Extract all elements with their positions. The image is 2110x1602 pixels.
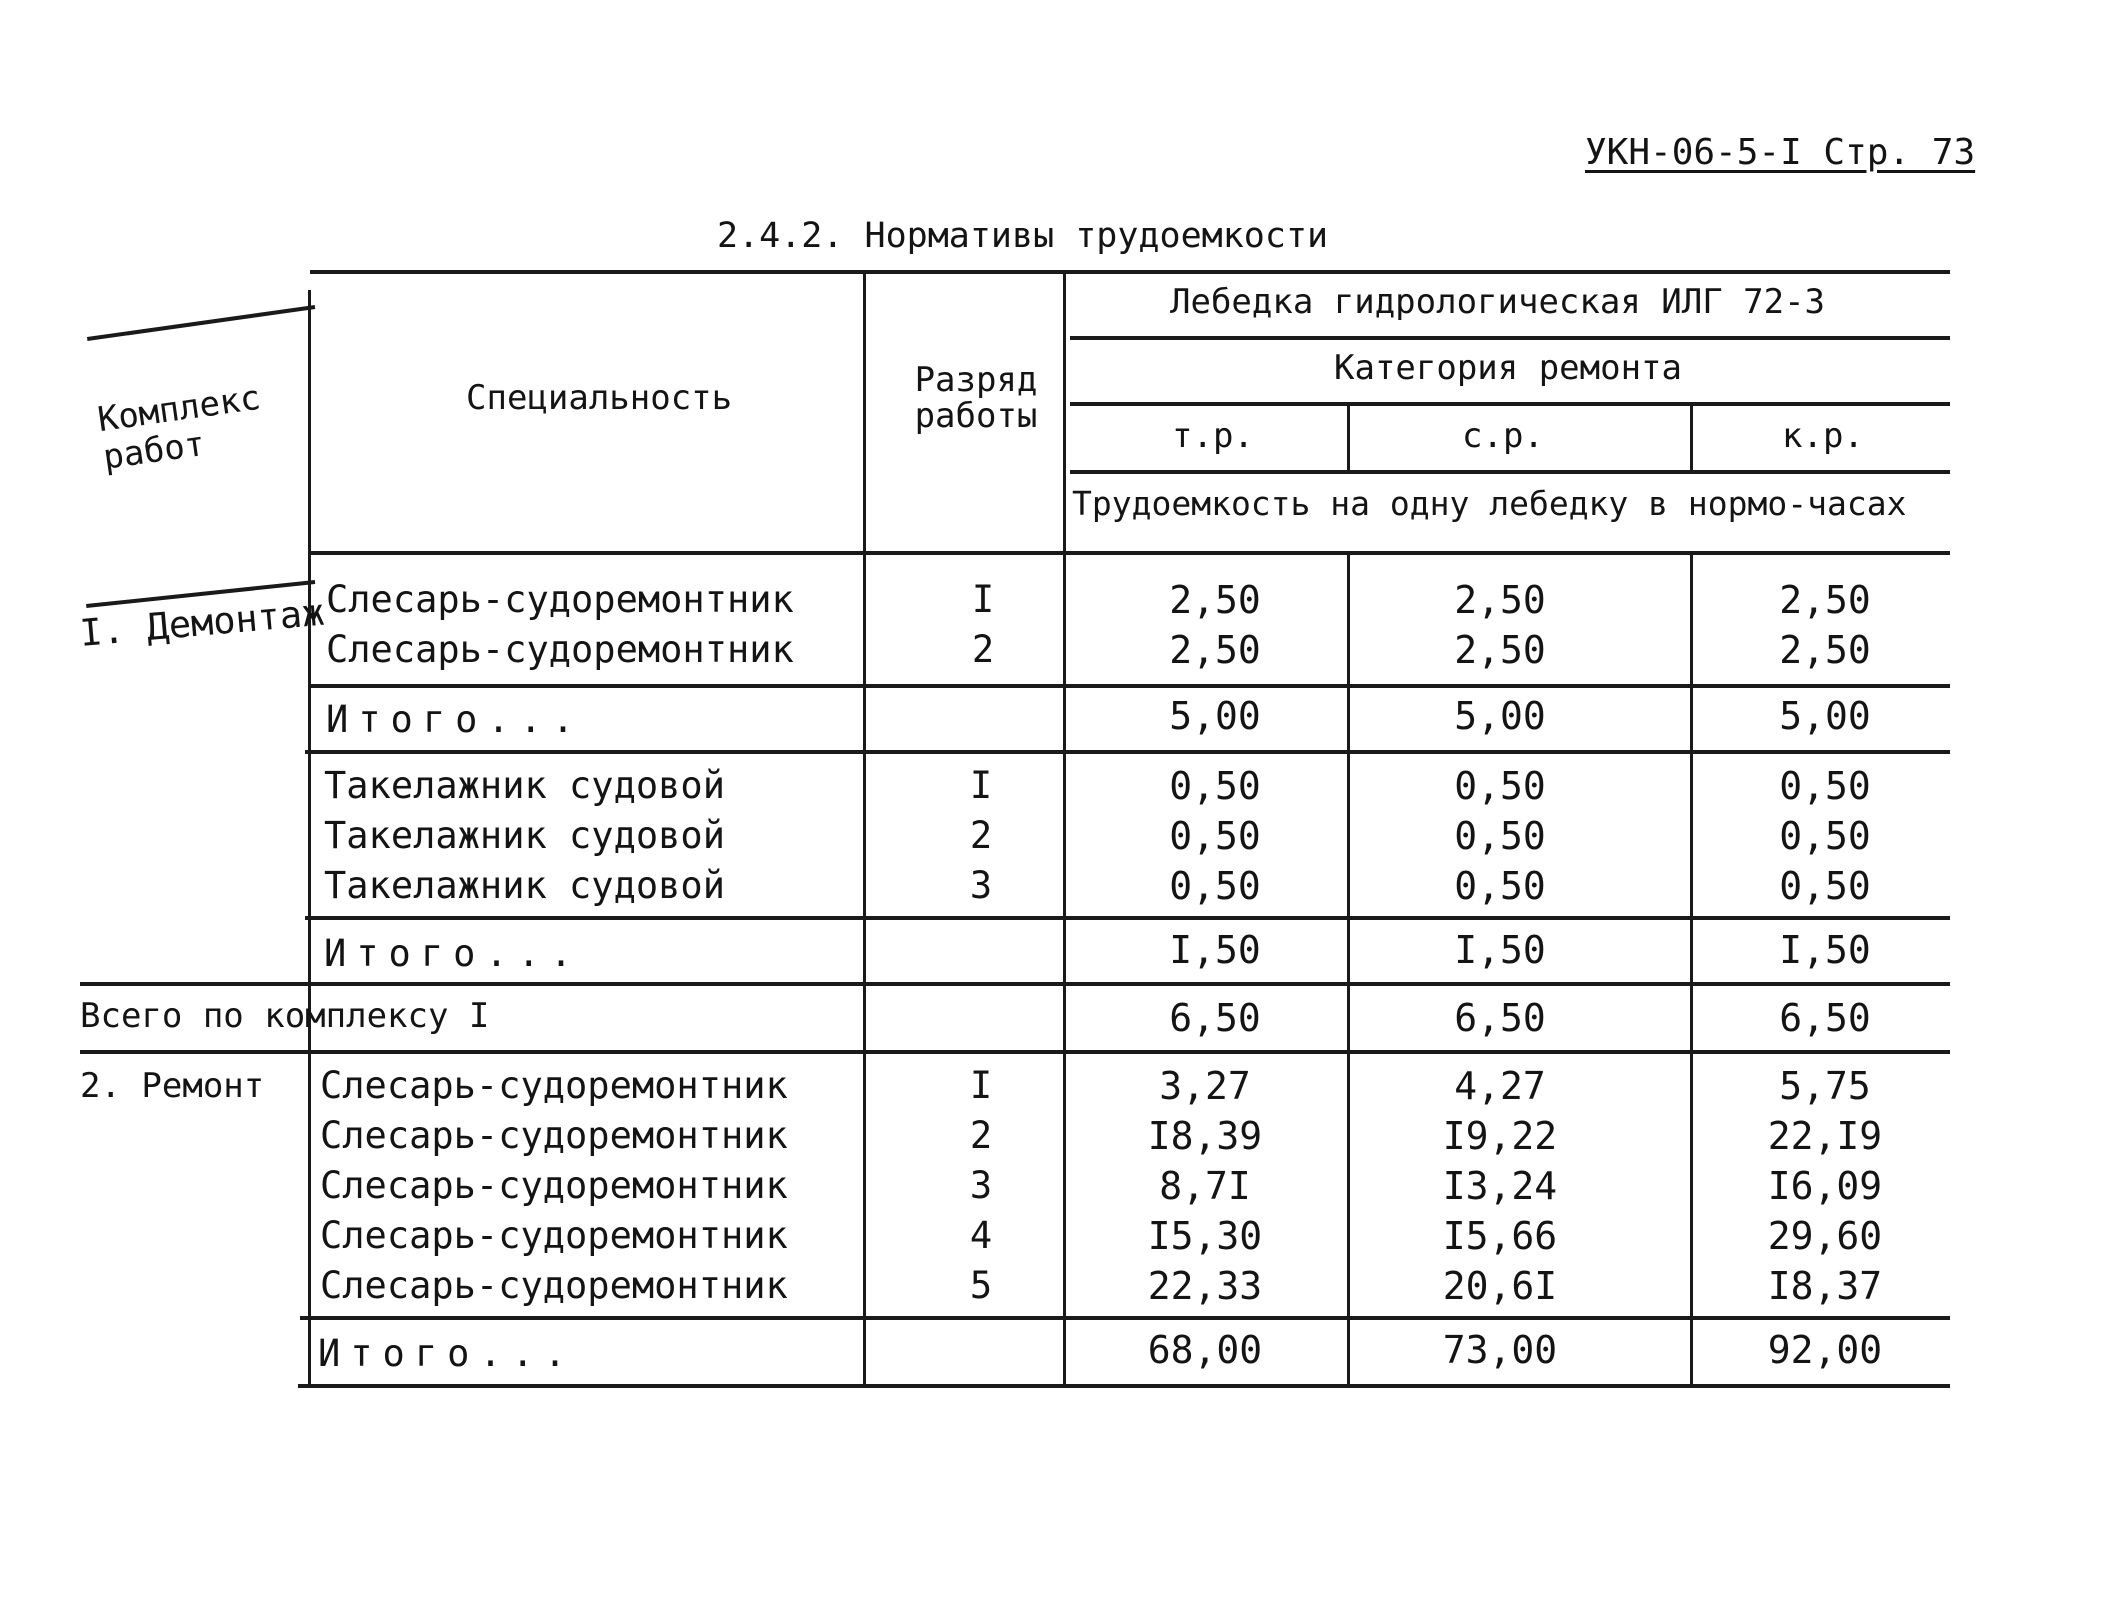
header-complex: Комплекс работ (95, 377, 264, 478)
value-tr: 2,50 (1169, 578, 1261, 622)
value-sr: I5,66 (1442, 1214, 1558, 1258)
vline-sr-right-body (1690, 551, 1693, 1386)
grade-cell: 2 (969, 1114, 993, 1157)
specialty-cell: Слесарь-судоремонтник (320, 1064, 788, 1107)
value-sr: 2,50 (1454, 578, 1546, 622)
specialty-cell: Слесарь-судоремонтник (320, 1214, 788, 1257)
value-sr: I3,24 (1442, 1164, 1558, 1208)
rule-after-subtotal2 (80, 982, 1950, 986)
value-sr: I9,22 (1442, 1114, 1558, 1158)
subtotal-kr: 92,00 (1767, 1328, 1883, 1372)
value-sr: 0,50 (1454, 864, 1546, 908)
section-title: 2.4.2. Нормативы трудоемкости (717, 216, 1329, 256)
grade-cell: I (969, 764, 993, 807)
header-rule-category (1070, 402, 1950, 406)
vline-complex-right (308, 290, 311, 1386)
section-total-label: Всего по комплексу I (80, 996, 490, 1036)
grade-cell: I (971, 578, 995, 621)
value-kr: 0,50 (1779, 864, 1871, 908)
header-rule-equipment (1070, 336, 1950, 340)
table-top-rule (310, 270, 1950, 274)
subtotal-kr: I,50 (1779, 928, 1871, 972)
subtotal-sr: 73,00 (1442, 1328, 1558, 1372)
value-kr: 22,I9 (1767, 1114, 1883, 1158)
value-kr: 5,75 (1779, 1064, 1871, 1108)
vline-grade-right (1063, 270, 1066, 1386)
value-sr: 0,50 (1454, 764, 1546, 808)
specialty-cell: Такелажник судовой (324, 764, 725, 807)
total-sr: 6,50 (1454, 996, 1546, 1040)
vline-sr-right (1690, 402, 1693, 470)
subtotal-tr: 68,00 (1147, 1328, 1263, 1372)
subtotal-label: Итого... (318, 1332, 577, 1375)
vline-tr-right-body (1347, 551, 1350, 1386)
rule-after-group3 (300, 1316, 1950, 1320)
specialty-cell: Слесарь-судоремонтник (326, 628, 794, 671)
value-tr: 0,50 (1169, 814, 1261, 858)
grade-cell: 4 (969, 1214, 993, 1257)
specialty-cell: Слесарь-судоремонтник (326, 578, 794, 621)
rule-after-subtotal1 (305, 750, 1950, 754)
grade-cell: I (969, 1064, 993, 1107)
rule-after-total1 (80, 1050, 1950, 1054)
value-tr: 0,50 (1169, 864, 1261, 908)
header-equipment: Лебедка гидрологическая ИЛГ 72-3 (1170, 282, 1826, 322)
value-sr: 0,50 (1454, 814, 1546, 858)
value-kr: 29,60 (1767, 1214, 1883, 1258)
rule-after-group1 (310, 684, 1950, 688)
value-sr: 20,6I (1442, 1264, 1558, 1308)
subtotal-label: Итого... (324, 932, 583, 975)
subtotal-kr: 5,00 (1779, 694, 1871, 738)
value-tr: 2,50 (1169, 628, 1261, 672)
value-tr: 22,33 (1147, 1264, 1263, 1308)
header-rule-subcat (1070, 470, 1950, 474)
grade-cell: 3 (969, 864, 993, 907)
header-specialty: Специальность (466, 378, 733, 418)
complex-label: I. Демонтаж (78, 590, 326, 655)
value-kr: I8,37 (1767, 1264, 1883, 1308)
header-grade: Разряд работы (914, 360, 1038, 436)
total-tr: 6,50 (1169, 996, 1261, 1040)
specialty-cell: Слесарь-судоремонтник (320, 1114, 788, 1157)
subtotal-tr: 5,00 (1169, 694, 1261, 738)
document-reference: УКН-06-5-I Стр. 73 (1585, 132, 1976, 173)
table-top-rule-left (87, 305, 315, 341)
value-kr: 2,50 (1779, 628, 1871, 672)
value-tr: 3,27 (1159, 1064, 1251, 1108)
value-tr: I8,39 (1147, 1114, 1263, 1158)
grade-cell: 5 (969, 1264, 993, 1307)
value-kr: I6,09 (1767, 1164, 1883, 1208)
table-bottom-rule (298, 1384, 1950, 1388)
header-cat-kr: к.р. (1782, 416, 1864, 456)
header-bottom-rule (310, 551, 1950, 555)
total-kr: 6,50 (1779, 996, 1871, 1040)
header-cat-tr: т.р. (1172, 416, 1254, 456)
vline-tr-right (1347, 402, 1350, 470)
value-sr: 2,50 (1454, 628, 1546, 672)
subtotal-tr: I,50 (1169, 928, 1261, 972)
header-unit: Трудоемкость на одну лебедку в нормо-часах (1072, 484, 1907, 523)
grade-cell: 2 (969, 814, 993, 857)
value-kr: 0,50 (1779, 764, 1871, 808)
specialty-cell: Слесарь-судоремонтник (320, 1264, 788, 1307)
grade-cell: 3 (969, 1164, 993, 1207)
header-repair-category: Категория ремонта (1334, 348, 1682, 388)
value-sr: 4,27 (1454, 1064, 1546, 1108)
rule-after-group2 (305, 916, 1950, 920)
value-tr: I5,30 (1147, 1214, 1263, 1258)
grade-cell: 2 (971, 628, 995, 671)
header-cat-sr: с.р. (1462, 416, 1544, 456)
value-kr: 0,50 (1779, 814, 1871, 858)
value-tr: 8,7I (1159, 1164, 1251, 1208)
specialty-cell: Слесарь-судоремонтник (320, 1164, 788, 1207)
subtotal-sr: 5,00 (1454, 694, 1546, 738)
subtotal-sr: I,50 (1454, 928, 1546, 972)
complex-label: 2. Ремонт (80, 1066, 265, 1106)
subtotal-label: Итого... (326, 698, 585, 741)
value-kr: 2,50 (1779, 578, 1871, 622)
specialty-cell: Такелажник судовой (324, 864, 725, 907)
value-tr: 0,50 (1169, 764, 1261, 808)
vline-specialty-right (863, 270, 866, 1386)
specialty-cell: Такелажник судовой (324, 814, 725, 857)
